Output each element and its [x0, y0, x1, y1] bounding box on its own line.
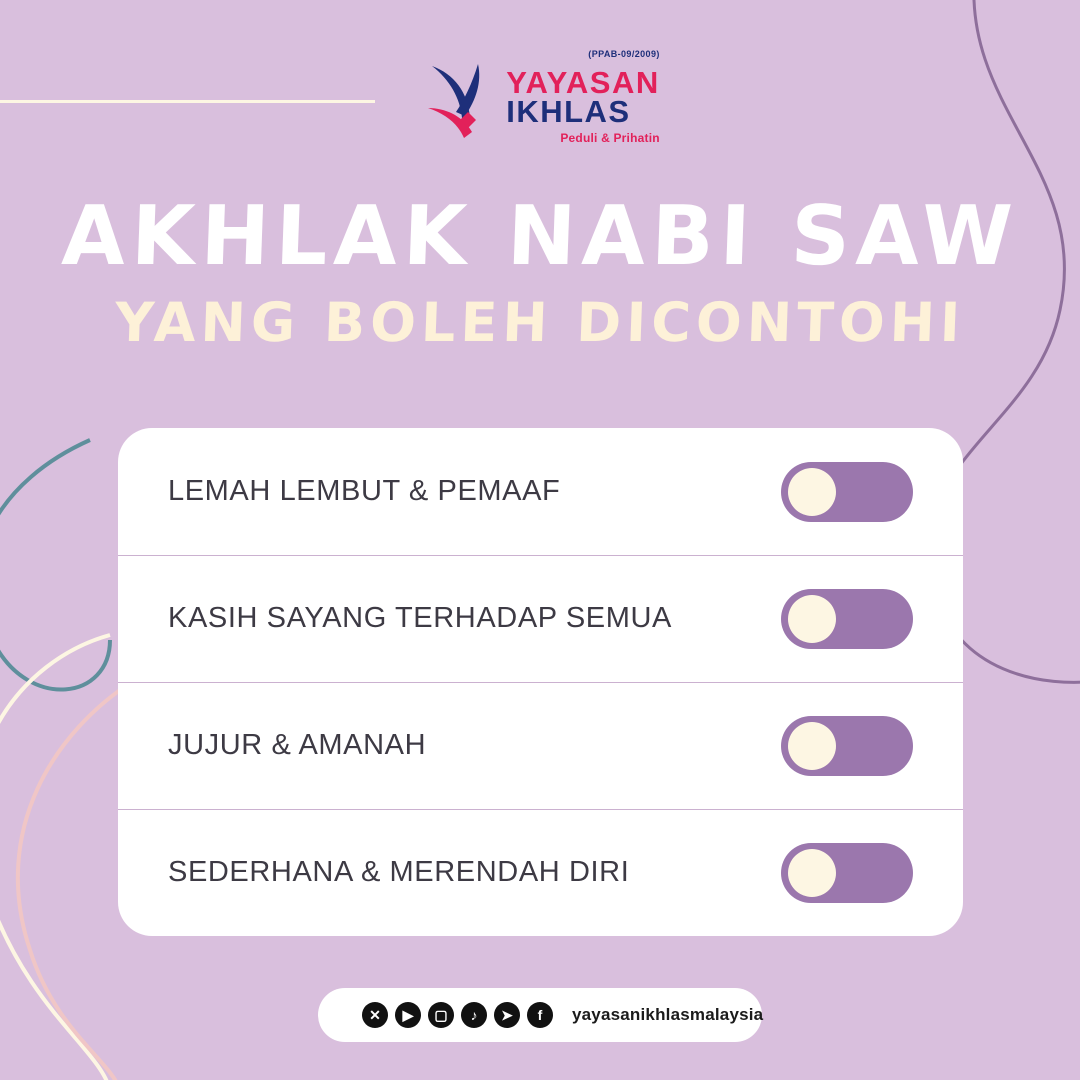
logo-tagline: Peduli & Prihatin	[560, 130, 660, 145]
toggle-knob-icon	[788, 595, 836, 643]
list-item-toggle[interactable]	[781, 716, 913, 776]
toggle-knob-icon	[788, 849, 836, 897]
logo-mark-icon	[420, 58, 496, 150]
list-item-label: KASIH SAYANG TERHADAP SEMUA	[168, 602, 672, 635]
social-handle: yayasanikhlasmalaysia	[572, 1005, 764, 1024]
toggle-knob-icon	[788, 468, 836, 516]
list-item-toggle[interactable]	[781, 843, 913, 903]
brand-logo	[0, 49, 1080, 150]
social-media-bar	[318, 988, 762, 1042]
page-title: AKHLAK NABI SAW	[60, 189, 1020, 284]
list-item-label: JUJUR & AMANAH	[168, 729, 427, 762]
logo-name-line1: YAYASAN	[506, 65, 660, 100]
logo-registration-number: (PPAB-09/2009)	[588, 49, 660, 59]
list-item-label: LEMAH LEMBUT & PEMAAF	[168, 475, 561, 508]
list-item[interactable]	[118, 809, 963, 936]
list-item[interactable]	[118, 428, 963, 555]
list-item-toggle[interactable]	[781, 462, 913, 522]
list-item[interactable]	[118, 555, 963, 682]
facebook-icon[interactable]: f	[527, 1002, 553, 1028]
list-item-label: SEDERHANA & MERENDAH DIRI	[168, 856, 630, 889]
page-subtitle: YANG BOLEH DICONTOHI	[113, 291, 967, 354]
logo-name-line2: IKHLAS	[506, 94, 631, 130]
youtube-icon[interactable]: ▶	[395, 1002, 421, 1028]
list-item-toggle[interactable]	[781, 589, 913, 649]
instagram-icon[interactable]: ▢	[428, 1002, 454, 1028]
tiktok-icon[interactable]: ♪	[461, 1002, 487, 1028]
telegram-icon[interactable]: ➤	[494, 1002, 520, 1028]
x-twitter-icon[interactable]: ✕	[362, 1002, 388, 1028]
list-item[interactable]	[118, 682, 963, 809]
toggle-knob-icon	[788, 722, 836, 770]
akhlak-list-card	[118, 428, 963, 936]
